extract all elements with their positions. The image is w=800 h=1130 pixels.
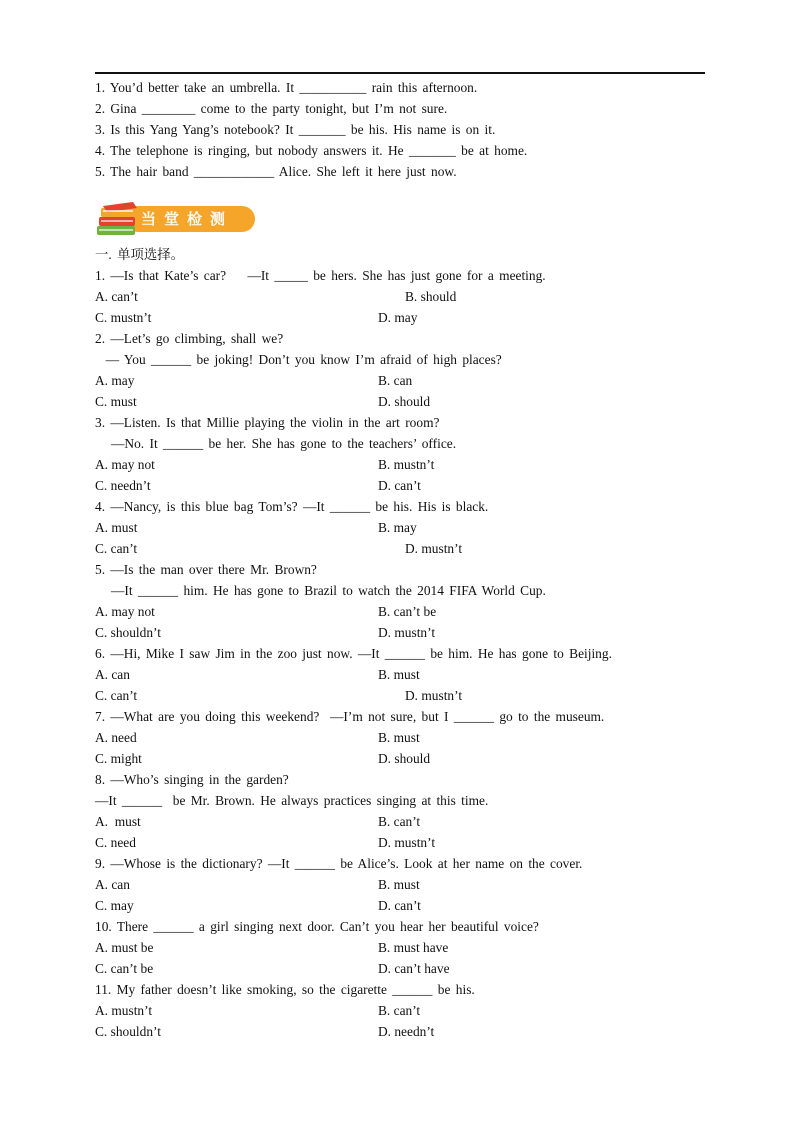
option-7c: C. might [95, 751, 142, 766]
section-title: 一. 单项选择。 [95, 247, 185, 262]
option-9b: B. must [378, 877, 420, 892]
fill-blank-2: 2. Gina ________ come to the party tonight, but I’m not sure. [95, 101, 448, 116]
option-7d: D. should [378, 751, 431, 766]
option-10d: D. can’t have [378, 961, 450, 976]
option-11c: C. shouldn’t [95, 1024, 161, 1039]
question-6: 6. —Hi, Mike I saw Jim in the zoo just now. —It ______ be him. He has gone to Beijing. [95, 646, 612, 661]
option-4d: D. mustn’t [405, 541, 463, 556]
option-6b: B. must [378, 667, 420, 682]
option-9d: D. can’t [378, 898, 421, 913]
fill-blank-1: 1. You’d better take an umbrella. It __________ rain this afternoon. [95, 80, 478, 95]
option-8b: B. can’t [378, 814, 421, 829]
option-11d: D. needn’t [378, 1024, 435, 1039]
option-7a: A. need [95, 730, 137, 745]
question-2-answer: — You ______ be joking! Don’t you know I’m afraid of high places? [95, 352, 502, 367]
option-10c: C. can’t be [95, 961, 154, 976]
option-1d: D. may [378, 310, 418, 325]
question-7: 7. —What are you doing this weekend? —I’m not sure, but I ______ go to the museum. [95, 709, 605, 724]
option-1c: C. mustn’t [95, 310, 152, 325]
option-5b: B. can’t be [378, 604, 437, 619]
question-8-answer: —It ______ be Mr. Brown. He always practices singing at this time. [95, 793, 489, 808]
question-11: 11. My father doesn’t like smoking, so the cigarette ______ be his. [95, 982, 475, 997]
option-9c: C. may [95, 898, 134, 913]
option-3a: A. may not [95, 457, 155, 472]
header-rule [95, 72, 705, 74]
option-5c: C. shouldn’t [95, 625, 161, 640]
section-banner [95, 200, 265, 240]
banner-label: 当堂检测 [141, 210, 234, 228]
question-2: 2. —Let’s go climbing, shall we? [95, 331, 284, 346]
question-9: 9. —Whose is the dictionary? —It ______ be Alice’s. Look at her name on the cover. [95, 856, 583, 871]
option-2b: B. can [378, 373, 413, 388]
fill-blank-3: 3. Is this Yang Yang’s notebook? It _______ be his. His name is on it. [95, 122, 496, 137]
option-4a: A. must [95, 520, 138, 535]
option-2d: D. should [378, 394, 431, 409]
option-10b: B. must have [378, 940, 449, 955]
question-10: 10. There ______ a girl singing next door. Can’t you hear her beautiful voice? [95, 919, 539, 934]
option-1b: B. should [405, 289, 457, 304]
option-2c: C. must [95, 394, 137, 409]
option-11a: A. mustn’t [95, 1003, 153, 1018]
option-3d: D. can’t [378, 478, 421, 493]
option-1a: A. can’t [95, 289, 138, 304]
option-3b: B. mustn’t [378, 457, 435, 472]
option-11b: B. can’t [378, 1003, 421, 1018]
fill-blank-5: 5. The hair band ____________ Alice. She left it here just now. [95, 164, 457, 179]
option-5d: D. mustn’t [378, 625, 436, 640]
question-3-answer: —No. It ______ be her. She has gone to the teachers’ office. [95, 436, 457, 451]
question-3: 3. —Listen. Is that Millie playing the violin in the art room? [95, 415, 440, 430]
question-4: 4. —Nancy, is this blue bag Tom’s? —It ______ be his. His is black. [95, 499, 489, 514]
question-8: 8. —Who’s singing in the garden? [95, 772, 289, 787]
option-8d: D. mustn’t [378, 835, 436, 850]
option-6d: D. mustn’t [405, 688, 463, 703]
option-8a: A. must [95, 814, 141, 829]
question-1: 1. —Is that Kate’s car? —It _____ be hers. She has just gone for a meeting. [95, 268, 546, 283]
option-8c: C. need [95, 835, 136, 850]
option-2a: A. may [95, 373, 135, 388]
fill-blank-4: 4. The telephone is ringing, but nobody answers it. He _______ be at home. [95, 143, 528, 158]
option-6a: A. can [95, 667, 130, 682]
option-9a: A. can [95, 877, 130, 892]
option-4c: C. can’t [95, 541, 138, 556]
option-3c: C. needn’t [95, 478, 151, 493]
option-4b: B. may [378, 520, 417, 535]
books-icon [95, 200, 145, 240]
option-6c: C. can’t [95, 688, 138, 703]
option-10a: A. must be [95, 940, 154, 955]
question-5-answer: —It ______ him. He has gone to Brazil to watch the 2014 FIFA World Cup. [95, 583, 546, 598]
option-7b: B. must [378, 730, 420, 745]
question-5: 5. —Is the man over there Mr. Brown? [95, 562, 317, 577]
option-5a: A. may not [95, 604, 155, 619]
